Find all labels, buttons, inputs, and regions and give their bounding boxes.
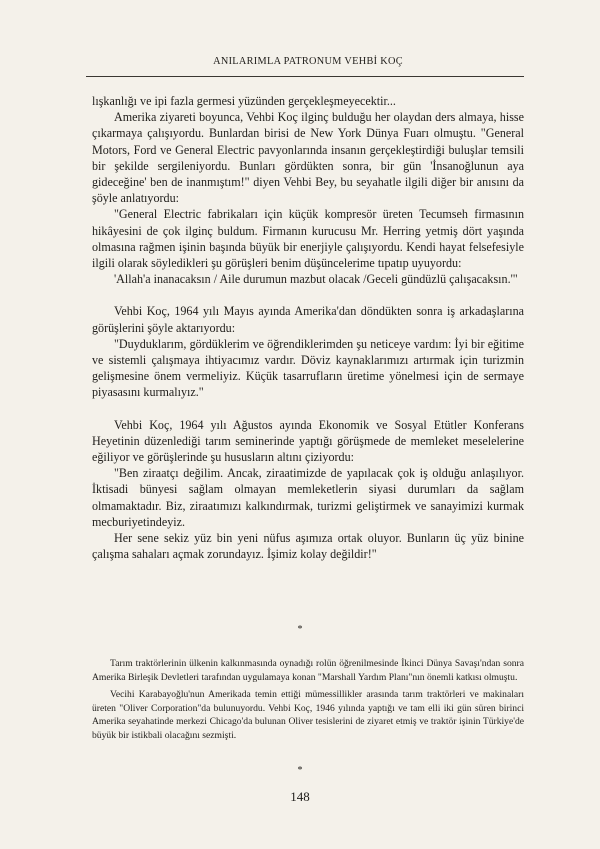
page-number: 148 [290,789,310,804]
quote-allah: 'Allah'a inanacaksın / Aile durumun mazbut olacak /Geceli gündüzlü çalışacaksın.'" [114,272,518,287]
paragraph-amerika-ziyareti: Amerika ziyareti boyunca, Vehbi Koç ilginç bulduğu her olaydan ders almaya, hisse çıkarmaya çalışıyordu. Bunlardan birisi de New York Dünya Fuarı olmuştu. "General Motors, Ford ve General Electric pavyonlarında insanın gerçekleştirdiği buluşlar temsili bir şekilde sergileniyordu. Bunları gördükten sonra, bir gün 'İnsanoğlunun aya gideceğine' ben de inanmıştım!" diyen Vehbi Bey, bu seyahatle ilgili diğer bir anısını da şöyle anlatıyordu: [92,110,524,206]
quote-duyduklarim: "Duyduklarım, gördüklerim ve öğrendiklerimden şu neticeye vardım: İyi bir eğitime ve sistemli çalışmaya ihtiyacımız vardır. Döviz kaynaklarımızı artırmak için turizmin gelişmesine önem vermeliyiz. Küçük tasarrufların üretime yönelmesi için de sermaye piyasasını kurmalıyız." [92,336,524,400]
paragraph-gap [92,401,524,417]
footnote-marshall: Tarım traktörlerinin ülkenin kalkınmasında oynadığı rolün öğrenilmesinde İkinci Dünya Savaşı'ndan sonra Amerika Birleşik Devletleri tarafından uygulamaya konan "Marshall Yardım Planı"nın önemli katkısı olmuştu. [92,658,524,683]
running-header: ANILARIMLA PATRONUM VEHBİ KOÇ [213,56,403,67]
footnote-separator: * [297,624,303,635]
quote-nufus: Her sene sekiz yüz bin yeni nüfus aşımıza ortak oluyor. Bunların üç yüz binine çalışma sahaları açmak zorundayız. İşimiz kolay değildir!" [92,531,524,562]
quote-tecumseh: "General Electric fabrikaları için küçük kompresör üreten Tecumseh firmasının hikâyesini de çok ilginç buldum. Firmanın kurucusu Mr. Herring yetmiş dört yaşında olmasına rağmen işinin başında büyük bir enerjiyle çalışıyordu. Kendi hayat felsefesiyle ilgili olarak söyledikleri şu görüşleri benim düşüncelerime tıpatıp uyuyordu: [92,207,524,271]
footnote-end-star: * [297,765,303,776]
header-rule [86,76,524,77]
main-text [92,93,524,562]
quote-ziraatci: "Ben ziraatçı değilim. Ancak, ziraatimizde de yapılacak çok iş olduğu anlaşılıyor. İktisadi bünyesi sağlam olmayan memleketlerin siyasi durumları da sağlam olmamaktadır. Biz, ziraatımızı kalkındırmak, turizmi geliştirmek ve sanayimizi kurmak mecburiyetindeyiz. [92,466,524,529]
footnote-oliver: Vecihi Karabayoğlu'nun Amerikada temin ettiği mümessillikler arasında tarım traktörleri ve makinaları üreten "Oliver Corporation"da bulunuyordu. Vehbi Koç, 1946 yılında yaptığı ve tam elli iki gün süren birinci Amerika seyahatinde merkezi Chicago'da bulunan Oliver tesislerini de ziyaret etmiş ve traktör işinin Türkiye'de büyük bir istikbali olacağını sezmişti. [92,689,524,741]
footnotes [92,657,524,747]
paragraph-gap [92,287,524,303]
paragraph-agustos-1964: Vehbi Koç, 1964 yılı Ağustos ayında Ekonomik ve Sosyal Etütler Konferans Heyetinin düzenlediği tarım seminerinde yaptığı görüşmede de memleket meselelerine eğiliyor ve görüşlerinde şu hususların altını çiziyordu: [92,417,524,465]
paragraph-continuation: lışkanlığı ve ipi fazla germesi yüzünden gerçekleşmeyecektir... [92,94,396,108]
paragraph-mayis-1964: Vehbi Koç, 1964 yılı Mayıs ayında Amerika'dan döndükten sonra iş arkadaşlarına görüşlerini şöyle aktarıyordu: [92,304,524,335]
